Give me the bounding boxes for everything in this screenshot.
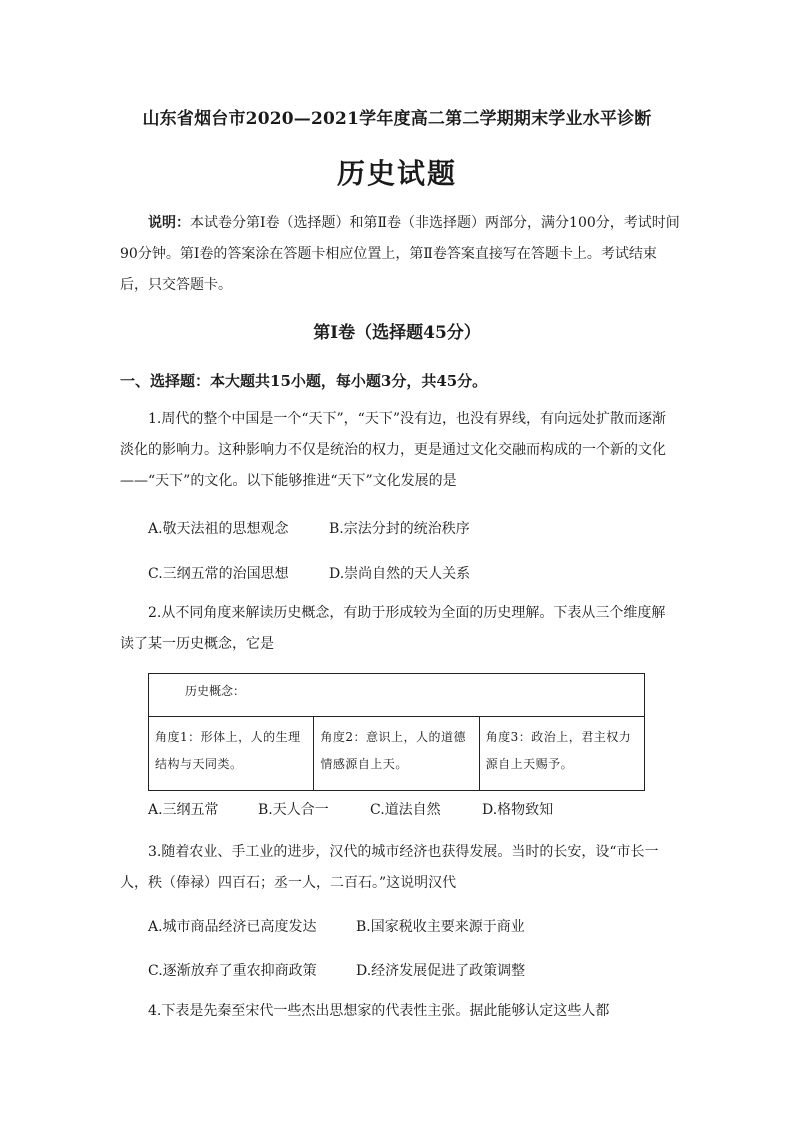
question-2-option-b: B.天人合一 <box>258 802 329 818</box>
part-title: 一、选择题：本大题共15小题，每小题3分，共45分。 <box>120 372 488 390</box>
instructions-label: 说明： <box>148 215 190 231</box>
instructions-text: 本试卷分第Ⅰ卷（选择题）和第Ⅱ卷（非选择题）两部分，满分100分，考试时间90分钟。第Ⅰ卷的答案涂在答题卡相应位置上，第Ⅱ卷答案直接写在答题卡上。考试结束后，只交答题卡。 <box>120 215 680 293</box>
concept-cell-3: 角度3：政治上，君主权力源自上天赐予。 <box>479 717 644 790</box>
question-1-options-row-2 <box>148 563 470 583</box>
concept-table-row <box>149 717 644 790</box>
question-3-option-a: A.城市商品经济已高度发达 <box>148 919 317 935</box>
question-2-stem: 2.从不同角度来解读历史概念，有助于形成较为全面的历史理解。下表从三个维度解读了某一历史概念，它是 <box>120 605 666 652</box>
question-1-stem: 1.周代的整个中国是一个“天下”，“天下”没有边，也没有界线，有向远处扩散而逐渐淡化的影响力。这种影响力不仅是统治的权力，更是通过文化交融而构成的一个新的文化——“天下”的文化。以下能够推进“天下”文化发展的是 <box>120 411 666 489</box>
subject-title: 历史试题 <box>336 157 457 190</box>
question-2-option-c: C.道法自然 <box>370 802 441 818</box>
question-2-option-d: D.格物致知 <box>482 802 554 818</box>
question-3-stem: 3.随着农业、手工业的进步，汉代的城市经济也获得发展。当时的长安，设“市长一人，秩（俸禄）四百石；丞一人，二百石。”这说明汉代 <box>120 844 659 891</box>
concept-cell-1: 角度1：形体上，人的生理结构与天同类。 <box>155 730 301 771</box>
question-3-options-row-1 <box>148 916 525 936</box>
question-3-option-d: D.经济发展促进了政策调整 <box>356 963 526 979</box>
concept-table <box>148 673 645 791</box>
question-4-stem: 4.下表是先秦至宋代一些杰出思想家的代表性主张。据此能够认定这些人都 <box>148 1003 610 1019</box>
question-2-options-row <box>148 799 553 819</box>
question-1-option-b: B.宗法分封的统治秩序 <box>329 521 470 537</box>
question-1-option-c: C.三纲五常的治国思想 <box>148 566 289 582</box>
question-3-option-c: C.逐渐放弃了重农抑商政策 <box>148 963 317 979</box>
section-title: 第Ⅰ卷（选择题45分） <box>313 323 481 343</box>
question-1-options-row-1 <box>148 518 470 538</box>
exam-title: 山东省烟台市2020—2021学年度高二第二学期期末学业水平诊断 <box>142 109 652 129</box>
concept-cell-2: 角度2：意识上，人的道德情感源自上天。 <box>313 717 478 790</box>
question-2-option-a: A.三纲五常 <box>148 802 219 818</box>
concept-table-header: 历史概念： <box>149 674 644 717</box>
question-1-option-a: A.敬天法祖的思想观念 <box>148 521 289 537</box>
question-1-option-d: D.崇尚自然的天人关系 <box>329 566 471 582</box>
question-3-option-b: B.国家税收主要来源于商业 <box>356 919 525 935</box>
question-3-options-row-2 <box>148 960 525 980</box>
exam-instructions <box>120 208 680 301</box>
